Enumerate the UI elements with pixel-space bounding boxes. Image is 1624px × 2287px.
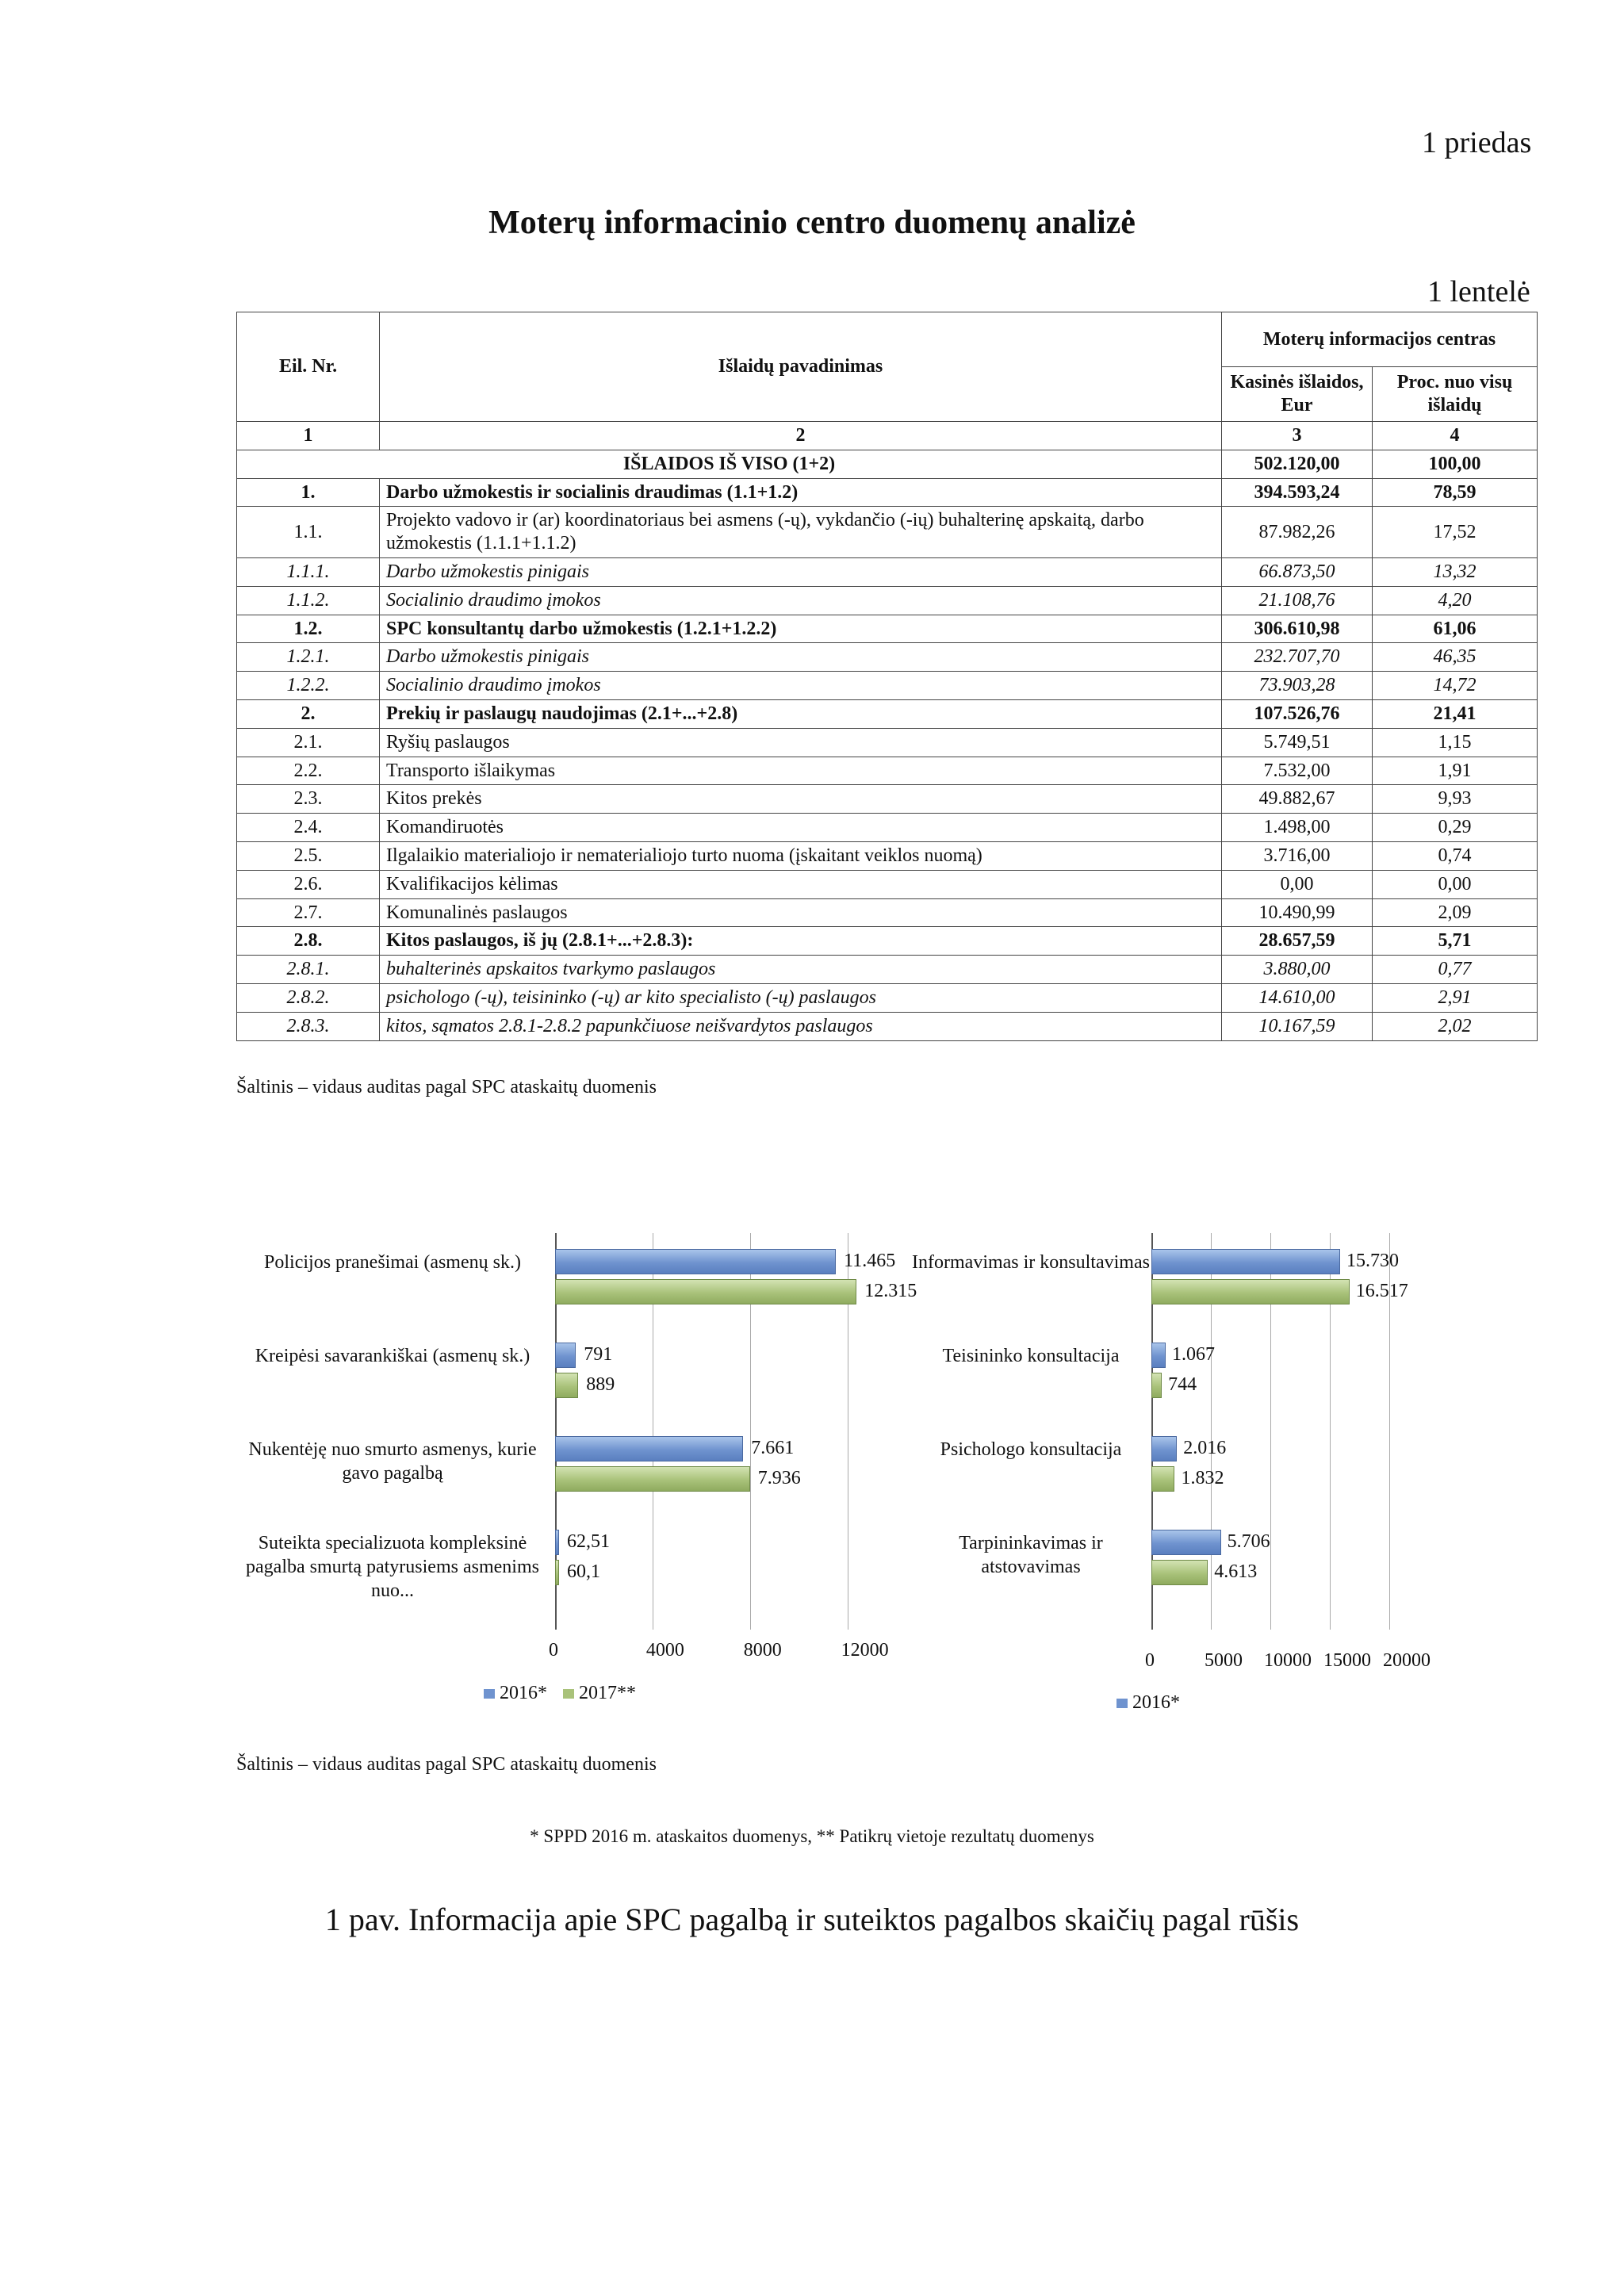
table-number-label: 1 lentelė [1427, 275, 1530, 308]
row-cost: 3.716,00 [1222, 841, 1373, 870]
header-nr: Eil. Nr. [237, 312, 380, 422]
row-name: Ilgalaikio materialiojo ir nematerialiojo turto nuoma (įskaitant veiklos nuomą) [380, 841, 1222, 870]
table-row [237, 785, 1538, 814]
row-pct: 2,91 [1373, 983, 1538, 1012]
row-pct: 2,02 [1373, 1012, 1538, 1040]
table-row [237, 956, 1538, 984]
data-label: 1.067 [1172, 1344, 1215, 1365]
table-row [237, 841, 1538, 870]
row-name: SPC konsultantų darbo užmokestis (1.2.1+1.2.2) [380, 615, 1222, 643]
row-name: Darbo užmokestis pinigais [380, 557, 1222, 586]
category-label: Nukentėję nuo smurto asmenys, kurie gavo pagalbą [248, 1439, 537, 1484]
data-label: 5.706 [1227, 1531, 1270, 1552]
header-cost: Kasinės išlaidos, Eur [1222, 367, 1373, 422]
table-row [237, 615, 1538, 643]
row-number: 2.5. [237, 841, 380, 870]
x-tick-label: 10000 [1264, 1650, 1312, 1671]
legend-swatch [1116, 1699, 1128, 1708]
row-pct: 0,77 [1373, 956, 1538, 984]
table-row [237, 1012, 1538, 1040]
legend-label: 2017** [579, 1683, 636, 1703]
data-label: 7.936 [757, 1468, 801, 1488]
table-source: Šaltinis – vidaus auditas pagal SPC ataskaitų duomenis [236, 1077, 657, 1098]
row-cost: 21.108,76 [1222, 586, 1373, 615]
row-name: Socialinio draudimo įmokos [380, 586, 1222, 615]
table-row [237, 672, 1538, 700]
table-row [237, 507, 1538, 558]
row-number: 2.6. [237, 870, 380, 898]
bar-series2 [1151, 1373, 1162, 1398]
bar-series2 [1151, 1279, 1350, 1304]
bar-series2 [555, 1560, 559, 1585]
row-name: Socialinio draudimo įmokos [380, 672, 1222, 700]
bar-series1 [1151, 1249, 1340, 1274]
table-row [237, 586, 1538, 615]
document-title: Moterų informacinio centro duomenų analizė [488, 205, 1136, 241]
row-name: psichologo (-ų), teisininko (-ų) ar kito specialisto (-ų) paslaugos [380, 983, 1222, 1012]
total-row-label: IŠLAIDOS IŠ VISO (1+2) [237, 450, 1222, 478]
total-row-cost: 502.120,00 [1222, 450, 1373, 478]
bar-series2 [555, 1373, 578, 1398]
row-cost: 5.749,51 [1222, 728, 1373, 757]
row-cost: 66.873,50 [1222, 557, 1373, 586]
x-tick-label: 0 [1145, 1650, 1155, 1671]
row-cost: 49.882,67 [1222, 785, 1373, 814]
row-name: Komandiruotės [380, 814, 1222, 842]
row-pct: 46,35 [1373, 643, 1538, 672]
category-label: Informavimas ir konsultavimas [912, 1252, 1150, 1273]
row-cost: 0,00 [1222, 870, 1373, 898]
row-name: Prekių ir paslaugų naudojimas (2.1+...+2.8) [380, 699, 1222, 728]
row-pct: 9,93 [1373, 785, 1538, 814]
data-label: 11.465 [844, 1251, 896, 1271]
footnote: * SPPD 2016 m. ataskaitos duomenys, ** Patikrų vietoje rezultatų duomenys [530, 1826, 1094, 1846]
row-number: 1.1.1. [237, 557, 380, 586]
data-label: 889 [586, 1374, 615, 1395]
row-number: 2.8.2. [237, 983, 380, 1012]
row-name: Darbo užmokestis pinigais [380, 643, 1222, 672]
data-label: 1.832 [1181, 1468, 1224, 1488]
row-pct: 17,52 [1373, 507, 1538, 558]
row-pct: 1,91 [1373, 757, 1538, 785]
row-name: Komunalinės paslaugos [380, 898, 1222, 927]
header-pct: Proc. nuo visų išlaidų [1373, 367, 1538, 422]
x-tick-label: 12000 [841, 1640, 889, 1661]
row-cost: 87.982,26 [1222, 507, 1373, 558]
row-number: 2.2. [237, 757, 380, 785]
row-pct: 21,41 [1373, 699, 1538, 728]
table-row [237, 478, 1538, 507]
bar-series2 [555, 1466, 750, 1492]
appendix-label: 1 priedas [1422, 126, 1532, 159]
x-tick-label: 5000 [1205, 1650, 1243, 1671]
legend-label: 2016* [1132, 1692, 1180, 1713]
row-name: Kitos paslaugos, iš jų (2.8.1+...+2.8.3): [380, 927, 1222, 956]
row-pct: 78,59 [1373, 478, 1538, 507]
chart-source: Šaltinis – vidaus auditas pagal SPC ataskaitų duomenis [236, 1754, 657, 1775]
data-label: 15.730 [1346, 1251, 1399, 1271]
row-number: 2.7. [237, 898, 380, 927]
category-label: Tarpininkavimas ir atstovavimas [959, 1533, 1103, 1577]
row-cost: 7.532,00 [1222, 757, 1373, 785]
category-label: Policijos pranešimai (asmenų sk.) [264, 1252, 521, 1273]
row-name: kitos, sąmatos 2.8.1-2.8.2 papunkčiuose neišvardytos paslaugos [380, 1012, 1222, 1040]
header-name: Išlaidų pavadinimas [380, 312, 1222, 422]
table-row [237, 557, 1538, 586]
table-row [237, 898, 1538, 927]
legend-swatch [563, 1689, 574, 1699]
legend-swatch [484, 1689, 495, 1699]
data-label: 2.016 [1183, 1438, 1227, 1458]
x-tick-label: 0 [549, 1640, 558, 1661]
figure-caption: 1 pav. Informacija apie SPC pagalbą ir suteiktos pagalbos skaičių pagal rūšis [324, 1902, 1300, 1937]
row-cost: 107.526,76 [1222, 699, 1373, 728]
row-number: 2. [237, 699, 380, 728]
row-number: 1.1. [237, 507, 380, 558]
column-number: 4 [1373, 422, 1538, 450]
row-name: Kitos prekės [380, 785, 1222, 814]
row-number: 2.8.1. [237, 956, 380, 984]
column-number: 2 [380, 422, 1222, 450]
data-label: 16.517 [1355, 1281, 1408, 1301]
bar-series1 [1151, 1343, 1166, 1368]
row-number: 2.4. [237, 814, 380, 842]
x-tick-label: 20000 [1383, 1650, 1431, 1671]
table-row [237, 757, 1538, 785]
chart-legend [484, 1683, 647, 1704]
row-name: Darbo užmokestis ir socialinis draudimas (1.1+1.2) [380, 478, 1222, 507]
row-name: Projekto vadovo ir (ar) koordinatoriaus bei asmens (-ų), vykdančio (-ių) buhalterinę apskaitą, darbo užmokestis (1.1.1+1.1.2) [380, 507, 1222, 558]
row-pct: 0,74 [1373, 841, 1538, 870]
row-number: 1. [237, 478, 380, 507]
data-label: 7.661 [751, 1438, 795, 1458]
row-name: Transporto išlaikymas [380, 757, 1222, 785]
row-number: 1.1.2. [237, 586, 380, 615]
row-number: 2.8.3. [237, 1012, 380, 1040]
legend-label: 2016* [500, 1683, 547, 1703]
row-cost: 232.707,70 [1222, 643, 1373, 672]
row-cost: 306.610,98 [1222, 615, 1373, 643]
row-pct: 13,32 [1373, 557, 1538, 586]
row-pct: 0,29 [1373, 814, 1538, 842]
expenses-table [236, 312, 1538, 1041]
row-pct: 1,15 [1373, 728, 1538, 757]
row-name: Ryšių paslaugos [380, 728, 1222, 757]
row-number: 1.2.2. [237, 672, 380, 700]
table-row [237, 927, 1538, 956]
column-number: 1 [237, 422, 380, 450]
row-number: 1.2. [237, 615, 380, 643]
row-cost: 10.490,99 [1222, 898, 1373, 927]
row-cost: 394.593,24 [1222, 478, 1373, 507]
row-pct: 4,20 [1373, 586, 1538, 615]
bar-series2 [555, 1279, 856, 1304]
row-number: 2.1. [237, 728, 380, 757]
bar-series2 [1151, 1466, 1174, 1492]
data-label: 791 [584, 1344, 613, 1365]
row-pct: 2,09 [1373, 898, 1538, 927]
category-label: Psichologo konsultacija [940, 1439, 1122, 1460]
table-row [237, 983, 1538, 1012]
bar-series1 [555, 1436, 743, 1461]
row-cost: 3.880,00 [1222, 956, 1373, 984]
row-cost: 14.610,00 [1222, 983, 1373, 1012]
bar-series1 [555, 1530, 559, 1555]
table-row [237, 814, 1538, 842]
data-label: 60,1 [567, 1561, 600, 1582]
x-tick-label: 4000 [645, 1640, 684, 1661]
row-pct: 14,72 [1373, 672, 1538, 700]
table-row [237, 870, 1538, 898]
row-pct: 61,06 [1373, 615, 1538, 643]
data-label: 4.613 [1214, 1561, 1258, 1582]
row-pct: 5,71 [1373, 927, 1538, 956]
x-tick-label: 15000 [1323, 1650, 1371, 1671]
category-label: Teisininko konsultacija [942, 1346, 1120, 1366]
column-number: 3 [1222, 422, 1373, 450]
row-number: 2.3. [237, 785, 380, 814]
expenses-table-body [237, 478, 1538, 1040]
category-label: Suteikta specializuota kompleksinė pagalba smurtą patyrusiems asmenims nuo... [246, 1533, 539, 1601]
data-label: 62,51 [567, 1531, 610, 1552]
row-name: Kvalifikacijos kėlimas [380, 870, 1222, 898]
x-tick-label: 8000 [743, 1640, 782, 1661]
bar-series2 [1151, 1560, 1208, 1585]
data-label: 12.315 [864, 1281, 917, 1301]
row-number: 2.8. [237, 927, 380, 956]
row-cost: 28.657,59 [1222, 927, 1373, 956]
bar-series1 [1151, 1530, 1221, 1555]
total-row-pct: 100,00 [1373, 450, 1538, 478]
header-group: Moterų informacijos centras [1222, 312, 1538, 367]
row-cost: 1.498,00 [1222, 814, 1373, 842]
bar-series1 [555, 1343, 576, 1368]
table-row [237, 699, 1538, 728]
data-label: 744 [1168, 1374, 1197, 1395]
bar-series1 [555, 1249, 836, 1274]
row-cost: 10.167,59 [1222, 1012, 1373, 1040]
row-name: buhalterinės apskaitos tvarkymo paslaugos [380, 956, 1222, 984]
chart-legend [1116, 1692, 1191, 1714]
row-number: 1.2.1. [237, 643, 380, 672]
row-cost: 73.903,28 [1222, 672, 1373, 700]
table-row [237, 643, 1538, 672]
bar-series1 [1151, 1436, 1177, 1461]
row-pct: 0,00 [1373, 870, 1538, 898]
category-label: Kreipėsi savarankiškai (asmenų sk.) [255, 1346, 530, 1366]
table-row [237, 728, 1538, 757]
